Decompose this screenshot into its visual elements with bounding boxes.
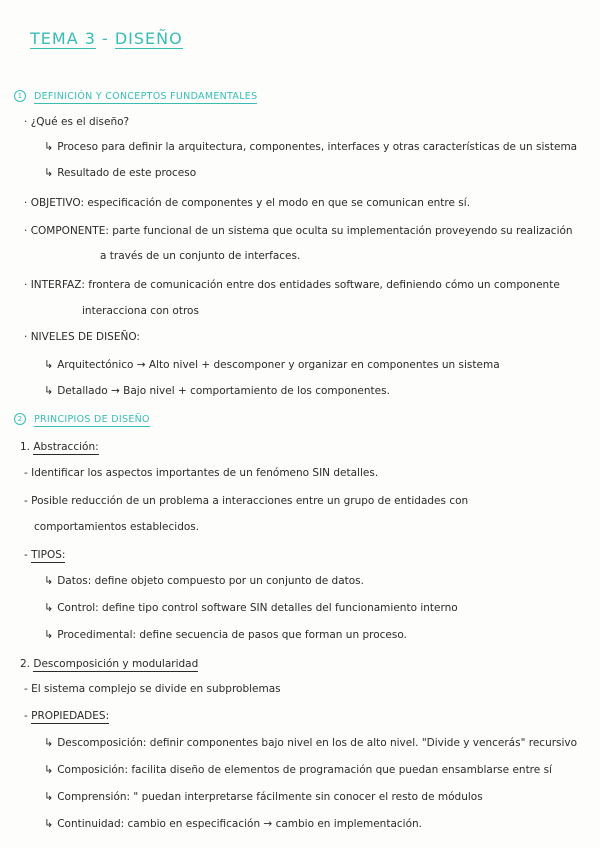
bullet-mark: ·	[24, 331, 28, 343]
note-text: Descomposición: definir componentes bajo nivel en los de alto nivel. "Divide y vencerás" recursivo	[57, 737, 578, 749]
note-text: Identificar los aspectos importantes de un fenómeno SIN detalles.	[31, 467, 379, 479]
note-text: Comprensión: " puedan interpretarse fácilmente sin conocer el resto de módulos	[57, 791, 483, 803]
subsection-label: Abstracción:	[33, 441, 99, 453]
note-subline	[44, 384, 390, 398]
note-line: - TIPOS:	[24, 549, 66, 561]
section-label: PRINCIPIOS DE DISEÑO	[34, 414, 150, 425]
note-text: Arquitectónico → Alto nivel + descomponer y organizar en componentes un sistema	[57, 359, 500, 371]
note-text: Procedimental: define secuencia de pasos que forman un proceso.	[57, 629, 407, 641]
note-text: Composición: facilita diseño de elementos de programación que puedan ensamblarse entre sí	[57, 764, 552, 776]
subsection-label: Descomposición y modularidad	[33, 658, 199, 670]
title-separator: -	[95, 29, 115, 48]
note-subline	[44, 817, 422, 831]
note-text: ¿Qué es el diseño?	[30, 116, 130, 128]
note-text: Detallado → Bajo nivel + comportamiento de los componentes.	[57, 385, 390, 397]
section-number: 1	[14, 90, 26, 102]
note-subline	[44, 358, 500, 372]
sub-arrow-icon: ↳	[44, 817, 54, 830]
note-subline	[44, 763, 552, 777]
section-label: DEFINICIÓN Y CONCEPTOS FUNDAMENTALES	[34, 91, 258, 102]
sub-arrow-icon: ↳	[44, 763, 54, 776]
note-text: COMPONENTE: parte funcional de un sistema que oculta su implementación proveyendo su realización	[30, 225, 573, 237]
section-heading-2	[14, 413, 150, 425]
sub-arrow-icon: ↳	[44, 574, 54, 587]
note-text: Control: define tipo control software SIN detalles del funcionamiento interno	[57, 602, 458, 614]
sub-arrow-icon: ↳	[44, 601, 54, 614]
bullet-mark: ·	[24, 279, 28, 291]
note-line: - PROPIEDADES:	[24, 710, 110, 722]
note-subline	[44, 628, 407, 642]
note-text: TIPOS:	[31, 549, 66, 561]
subsection-number: 2.	[20, 658, 31, 670]
section-heading-1	[14, 90, 257, 102]
note-line	[24, 196, 470, 210]
title-topic: DISEÑO	[114, 29, 183, 48]
note-subline	[44, 601, 458, 615]
note-line: - El sistema complejo se divide en subproblemas	[24, 683, 281, 695]
note-text: Proceso para definir la arquitectura, componentes, interfaces y otras características de un sistema	[57, 141, 578, 153]
note-text: Posible reducción de un problema a interacciones entre un grupo de entidades con	[31, 495, 469, 507]
sub-arrow-icon: ↳	[44, 628, 54, 641]
sub-arrow-icon: ↳	[44, 384, 54, 397]
note-text: NIVELES DE DISEÑO:	[30, 331, 140, 343]
note-text: Datos: define objeto compuesto por un conjunto de datos.	[57, 575, 364, 587]
subsection-heading	[20, 440, 99, 454]
note-text: OBJETIVO: especificación de componentes y el modo en que se comunican entre sí.	[30, 197, 471, 209]
note-line	[24, 115, 129, 129]
note-continuation: interacciona con otros	[82, 305, 199, 317]
note-subline	[44, 736, 577, 750]
note-subline	[44, 574, 364, 588]
bullet-mark: ·	[24, 116, 28, 128]
note-text: Resultado de este proceso	[57, 167, 197, 179]
note-line	[24, 224, 573, 238]
note-text: Continuidad: cambio en especificación → cambio en implementación.	[57, 818, 422, 830]
note-subline	[44, 166, 196, 180]
note-text: El sistema complejo se divide en subproblemas	[31, 683, 281, 695]
sub-arrow-icon: ↳	[44, 358, 54, 371]
sub-arrow-icon: ↳	[44, 736, 54, 749]
title-main: TEMA 3	[30, 29, 96, 48]
note-line: - Identificar los aspectos importantes de un fenómeno SIN detalles.	[24, 467, 379, 479]
subsection-heading	[20, 657, 198, 671]
note-continuation: comportamientos establecidos.	[34, 521, 200, 533]
sub-arrow-icon: ↳	[44, 140, 54, 153]
note-subline	[44, 790, 483, 804]
note-line	[24, 330, 140, 344]
note-line	[24, 278, 560, 292]
page-title	[30, 29, 183, 48]
note-text: INTERFAZ: frontera de comunicación entre dos entidades software, definiendo cómo un componente	[30, 279, 560, 291]
sub-arrow-icon: ↳	[44, 790, 54, 803]
section-number: 2	[14, 413, 26, 425]
note-line: - Posible reducción de un problema a interacciones entre un grupo de entidades con	[24, 495, 469, 507]
sub-arrow-icon: ↳	[44, 166, 54, 179]
bullet-mark: ·	[24, 197, 28, 209]
subsection-number: 1.	[20, 441, 31, 453]
bullet-mark: ·	[24, 225, 28, 237]
note-subline	[44, 140, 577, 154]
note-text: PROPIEDADES:	[31, 710, 110, 722]
note-continuation: a través de un conjunto de interfaces.	[100, 250, 301, 262]
